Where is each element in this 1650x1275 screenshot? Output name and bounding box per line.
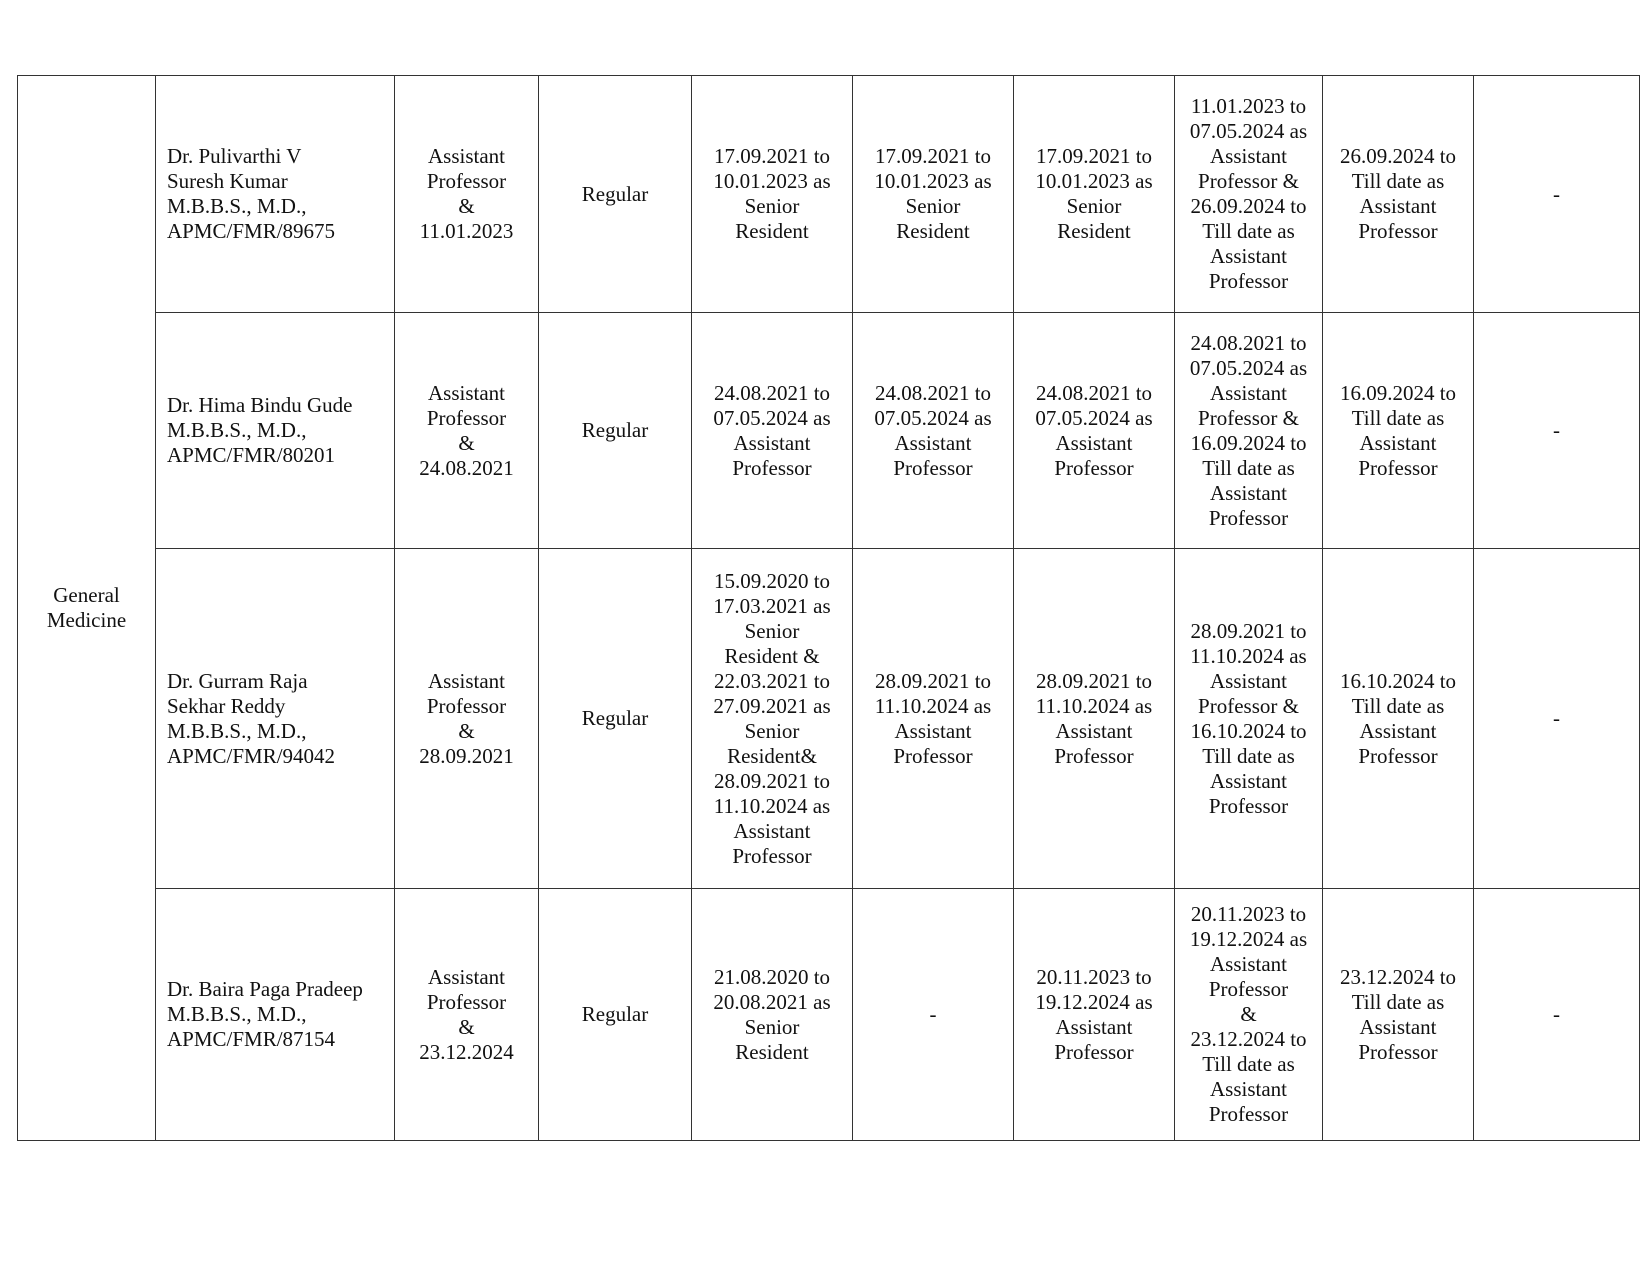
experience-cell: 17.09.2021 to 10.01.2023 as Senior Resident xyxy=(1014,76,1175,313)
faculty-name-cell: Dr. Hima Bindu Gude M.B.B.S., M.D., APMC/FMR/80201 xyxy=(156,313,395,549)
experience-cell: 20.11.2023 to 19.12.2024 as Assistant Professor & 23.12.2024 to Till date as Assistant Professor xyxy=(1175,889,1323,1141)
experience-cell: 16.10.2024 to Till date as Assistant Professor xyxy=(1323,549,1474,889)
table-row xyxy=(18,76,1640,313)
experience-cell: 28.09.2021 to 11.10.2024 as Assistant Professor & 16.10.2024 to Till date as Assistant Professor xyxy=(1175,549,1323,889)
experience-cell: 17.09.2021 to 10.01.2023 as Senior Resident xyxy=(692,76,853,313)
experience-cell: 23.12.2024 to Till date as Assistant Professor xyxy=(1323,889,1474,1141)
designation-cell: Assistant Professor & 23.12.2024 xyxy=(395,889,539,1141)
experience-cell: 24.08.2021 to 07.05.2024 as Assistant Professor xyxy=(692,313,853,549)
experience-cell: 15.09.2020 to 17.03.2021 as Senior Resident & 22.03.2021 to 27.09.2021 as Senior Resident& 28.09.2021 to 11.10.2024 as Assistant Professor xyxy=(692,549,853,889)
experience-cell: 24.08.2021 to 07.05.2024 as Assistant Professor xyxy=(853,313,1014,549)
designation-cell: Assistant Professor & 24.08.2021 xyxy=(395,313,539,549)
faculty-name-cell: Dr. Baira Paga Pradeep M.B.B.S., M.D., APMC/FMR/87154 xyxy=(156,889,395,1141)
experience-cell: 17.09.2021 to 10.01.2023 as Senior Resident xyxy=(853,76,1014,313)
experience-cell: 16.09.2024 to Till date as Assistant Professor xyxy=(1323,313,1474,549)
nature-cell: Regular xyxy=(539,76,692,313)
table-row xyxy=(18,889,1640,1141)
experience-cell: 28.09.2021 to 11.10.2024 as Assistant Professor xyxy=(1014,549,1175,889)
faculty-table xyxy=(17,75,1640,1141)
nature-cell: Regular xyxy=(539,549,692,889)
table-row xyxy=(18,549,1640,889)
experience-cell: - xyxy=(853,889,1014,1141)
experience-cell: 28.09.2021 to 11.10.2024 as Assistant Professor xyxy=(853,549,1014,889)
nature-cell: Regular xyxy=(539,889,692,1141)
remarks-cell: - xyxy=(1474,549,1640,889)
designation-cell: Assistant Professor & 11.01.2023 xyxy=(395,76,539,313)
remarks-cell: - xyxy=(1474,76,1640,313)
department-cell: General Medicine xyxy=(18,76,156,1141)
experience-cell: 24.08.2021 to 07.05.2024 as Assistant Professor xyxy=(1014,313,1175,549)
experience-cell: 21.08.2020 to 20.08.2021 as Senior Resident xyxy=(692,889,853,1141)
remarks-cell: - xyxy=(1474,313,1640,549)
table-row xyxy=(18,313,1640,549)
nature-cell: Regular xyxy=(539,313,692,549)
experience-cell: 24.08.2021 to 07.05.2024 as Assistant Professor & 16.09.2024 to Till date as Assistant Professor xyxy=(1175,313,1323,549)
designation-cell: Assistant Professor & 28.09.2021 xyxy=(395,549,539,889)
experience-cell: 11.01.2023 to 07.05.2024 as Assistant Professor & 26.09.2024 to Till date as Assistant Professor xyxy=(1175,76,1323,313)
experience-cell: 26.09.2024 to Till date as Assistant Professor xyxy=(1323,76,1474,313)
faculty-name-cell: Dr. Gurram Raja Sekhar Reddy M.B.B.S., M.D., APMC/FMR/94042 xyxy=(156,549,395,889)
faculty-name-cell: Dr. Pulivarthi V Suresh Kumar M.B.B.S., M.D., APMC/FMR/89675 xyxy=(156,76,395,313)
remarks-cell: - xyxy=(1474,889,1640,1141)
experience-cell: 20.11.2023 to 19.12.2024 as Assistant Professor xyxy=(1014,889,1175,1141)
